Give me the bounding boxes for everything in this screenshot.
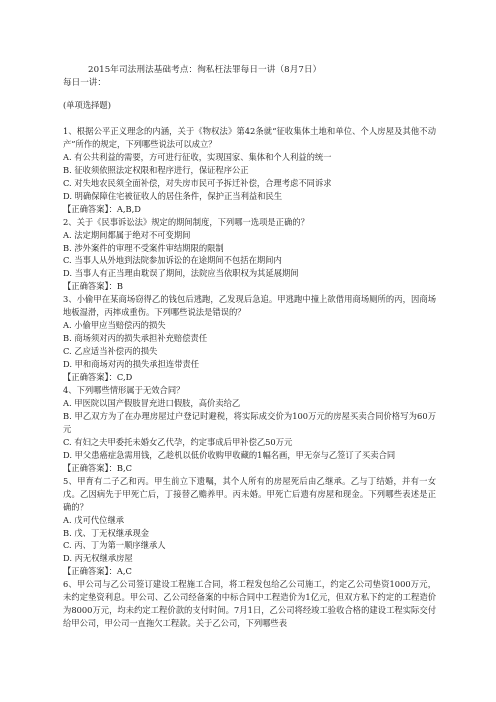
answer-line: 【正确答案】：A,B,D (63, 203, 141, 214)
answer-line: 【正确答案】：B,C (63, 462, 133, 473)
question-stem: 2、关于《民事诉讼法》规定的期间制度，下列哪一选项是正确的？ (63, 216, 309, 227)
question-option: A. 有公共利益的需要，方可进行征收，实现国家、集体和个人利益的统一 (63, 151, 332, 162)
question-option: A. 法定期间都属于绝对不可变期间 (63, 229, 191, 240)
question-stem: 6、甲公司与乙公司签订建设工程施工合同，将工程发包给乙公司施工，约定乙公司垫资1000万元，未约定垫资利息。甲公司、乙公司经备案的中标合同中工程造价为1亿元，但双方私下约定的工程造价为8000万元，均未约定工程价款的支付时间。7月1日，乙公司将经竣工验收合格的建设工程实际交付给甲公司，甲公司一直拖欠工程款。关于乙公司，下列哪些表 (63, 579, 436, 629)
question-option: C. 乙应适当补偿丙的损失 (63, 346, 158, 357)
spacer (63, 112, 436, 125)
question-option: A. 甲医院以国产假肢冒充进口假肢，高价卖给乙 (63, 397, 241, 408)
question-option: A. 戊可代位继承 (63, 514, 125, 525)
document-title: 2015年司法刑法基础考点：徇私枉法罪每日一讲（8月7日） (88, 65, 322, 75)
answer-line: 【正确答案】：C,D (63, 372, 133, 383)
question-stem: 5、甲育有二子乙和丙。甲生前立下遗嘱，其个人所有的房屋死后由乙继承。乙与丁结婚，并有一女戊。乙因病先于甲死亡后，丁接替乙赡养甲。丙未婚。甲死亡后遗有房屋和现金。下列哪些表述是正确的？ (63, 475, 436, 512)
question-option: D. 丙无权继承房屋 (63, 553, 133, 564)
section-heading: (单项选择题) (63, 100, 111, 110)
question-option: C. 有妇之夫甲委托未婚女乙代孕，约定事成后甲补偿乙50万元 (63, 436, 293, 447)
question-option: B. 征收须依照法定权限和程序进行，保证程序公正 (63, 164, 249, 175)
answer-line: 【正确答案】：B (63, 281, 124, 292)
question-option: D. 甲父患癌症急需用钱，乙趁机以低价收购甲收藏的1幅名画，甲无奈与乙签订了买卖合同 (63, 449, 396, 460)
question-stem: 4、下列哪些情形属于无效合同？ (63, 385, 185, 396)
question-option: C. 对失地农民须全面补偿，对失房市民可予拆迁补偿，合理考虑不同诉求 (63, 177, 332, 188)
question-option: C. 当事人从外地到法院参加诉讼的在途期间不包括在期间内 (63, 255, 282, 266)
question-option: A. 小偷甲应当赔偿丙的损失 (63, 320, 166, 331)
question-option: B. 涉外案件的审理不受案件审结期限的限制 (63, 242, 224, 253)
question-stem: 1、根据公平正义理念的内涵，关于《物权法》第42条就“征收集体土地和单位、个人房屋及其他不动产”所作的规定，下列哪些说法可以成立？ (63, 125, 436, 149)
question-option: B. 甲乙双方为了在办理房屋过户登记时避税，将实际成交价为100万元的房屋买卖合同价格写为60万元 (63, 410, 436, 434)
question-option: D. 甲和商场对丙的损失承担连带责任 (63, 359, 200, 370)
answer-line: 【正确答案】：A,C (63, 566, 132, 577)
question-option: B. 商场须对丙的损失承担补充赔偿责任 (63, 333, 208, 344)
document-body (63, 99, 436, 630)
document-subtitle: 每日一讲： (63, 78, 106, 88)
question-option: D. 当事人有正当理由耽误了期间，法院应当依职权为其延展期间 (63, 268, 299, 279)
question-option: C. 丙、丁为第一顺序继承人 (63, 540, 166, 551)
question-option: B. 戊、丁无权继承现金 (63, 527, 150, 538)
question-stem: 3、小偷甲在某商场窃得乙的钱包后逃跑，乙发现后急追。甲逃跑中撞上欲借用商场厕所的丙，因商场地板湿滑，丙摔成重伤。下列哪些说法是错误的？ (63, 294, 436, 318)
question-option: D. 明确保障住宅被征收人的居住条件，保护正当利益和民生 (63, 190, 283, 201)
